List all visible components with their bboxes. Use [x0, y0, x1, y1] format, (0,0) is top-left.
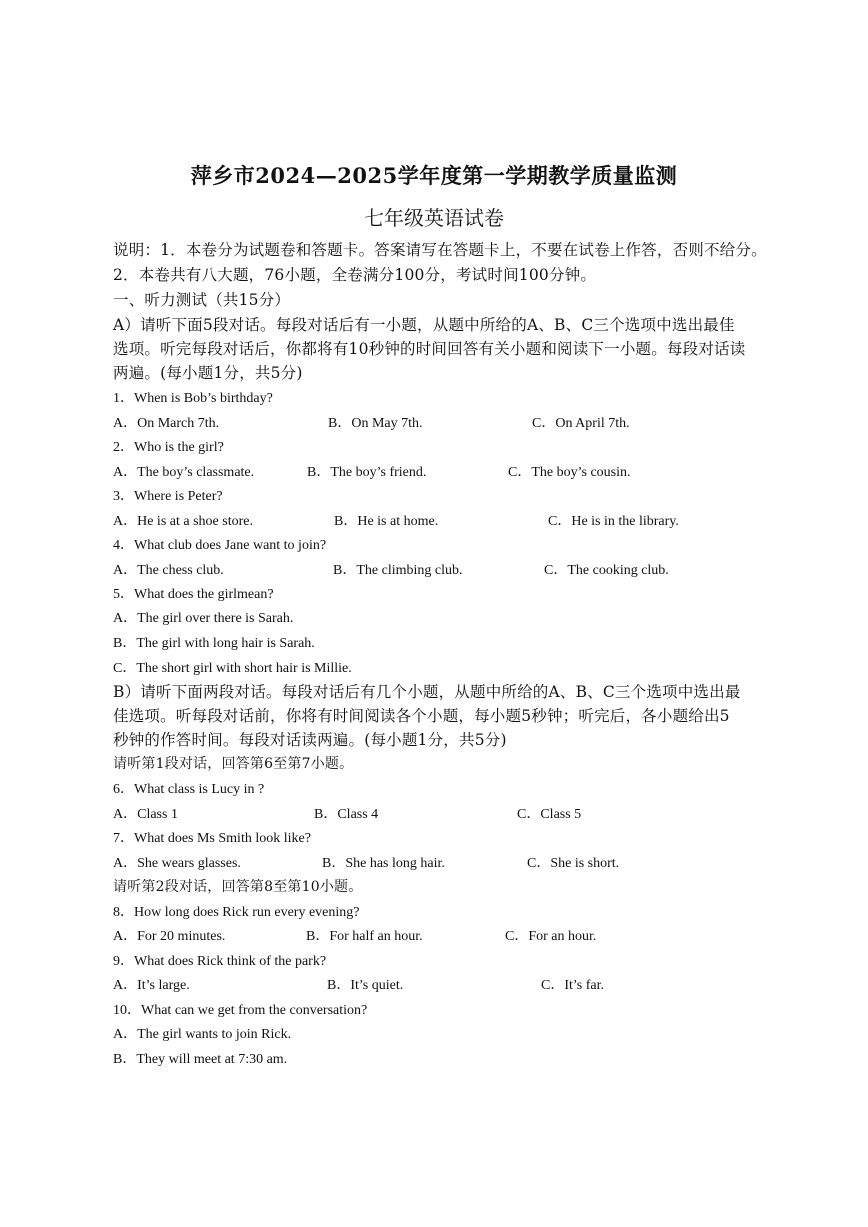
exam-subtitle: 七年级英语试卷	[364, 206, 504, 230]
question-9: 9．What does Rick think of the park?	[113, 954, 327, 969]
question-7-option-b: B．She has long hair.	[322, 856, 445, 871]
question-10-option-a: A．The girl wants to join Rick.	[113, 1027, 292, 1042]
section-heading: 一、听力测试（共15分）	[113, 291, 291, 309]
instruction-line-2: 2．本卷共有八大题，76小题，全卷满分100分，考试时间100分钟。	[113, 266, 597, 284]
question-6-option-a: A．Class 1	[113, 807, 178, 822]
question-3-option-a: A．He is at a shoe store.	[113, 514, 253, 529]
question-7: 7．What does Ms Smith look like?	[113, 831, 311, 846]
question-2-option-a: A．The boy’s classmate.	[113, 465, 255, 480]
part-a-line-1: A）请听下面5段对话。每段对话后有一小题，从题中所给的A、B、C三个选项中选出最佳	[113, 316, 735, 334]
part-b-line-3: 秒钟的作答时间。每段对话读两遍。(每小题1分，共5分)	[113, 731, 507, 749]
part-b-line-2: 佳选项。听每段对话前，你将有时间阅读各个小题，每小题5秒钟；听完后，各小题给出5	[113, 707, 730, 725]
question-6-option-c: C．Class 5	[517, 807, 582, 822]
question-9-option-a: A．It’s large.	[113, 978, 190, 993]
part-b-line-1: B）请听下面两段对话。每段对话后有几个小题，从题中所给的A、B、C三个选项中选出最	[113, 683, 741, 701]
question-2: 2．Who is the girl?	[113, 440, 224, 455]
question-3-option-b: B．He is at home.	[334, 514, 439, 529]
dialogue-2-instruction: 请听第2段对话，回答第8至第10小题。	[113, 879, 363, 895]
question-5: 5．What does the girlmean?	[113, 587, 274, 602]
question-8-option-c: C．For an hour.	[505, 929, 597, 944]
question-9-option-c: C．It’s far.	[541, 978, 604, 993]
question-7-option-c: C．She is short.	[527, 856, 620, 871]
question-1-option-b: B．On May 7th.	[328, 416, 423, 431]
question-3-option-c: C．He is in the library.	[548, 514, 679, 529]
question-1-option-a: A．On March 7th.	[113, 416, 220, 431]
question-2-option-c: C．The boy’s cousin.	[508, 465, 631, 480]
part-a-line-2: 选项。听完每段对话后，你都将有10秒钟的时间回答有关小题和阅读下一小题。每段对话读	[113, 340, 746, 358]
dialogue-1-instruction: 请听第1段对话，回答第6至第7小题。	[113, 756, 354, 772]
exam-title: 萍乡市2024—2025学年度第一学期教学质量监测	[190, 163, 678, 188]
question-7-option-a: A．She wears glasses.	[113, 856, 241, 871]
question-1: 1．When is Bob’s birthday?	[113, 391, 273, 406]
instruction-line-1: 说明：1．本卷分为试题卷和答题卡。答案请写在答题卡上，不要在试卷上作答，否则不给分。	[113, 241, 767, 259]
question-8: 8．How long does Rick run every evening?	[113, 905, 360, 920]
question-9-option-b: B．It’s quiet.	[327, 978, 404, 993]
question-10: 10．What can we get from the conversation?	[113, 1003, 368, 1018]
question-4-option-c: C．The cooking club.	[544, 563, 669, 578]
question-4-option-b: B．The climbing club.	[333, 563, 463, 578]
question-6: 6．What class is Lucy in ?	[113, 782, 265, 797]
question-5-option-c: C．The short girl with short hair is Millie.	[113, 661, 352, 676]
question-10-option-b: B．They will meet at 7:30 am.	[113, 1052, 288, 1067]
question-2-option-b: B．The boy’s friend.	[307, 465, 427, 480]
question-6-option-b: B．Class 4	[314, 807, 379, 822]
question-4: 4．What club does Jane want to join?	[113, 538, 327, 553]
question-5-option-b: B．The girl with long hair is Sarah.	[113, 636, 315, 651]
question-5-option-a: A．The girl over there is Sarah.	[113, 611, 294, 626]
question-4-option-a: A．The chess club.	[113, 563, 224, 578]
question-1-option-c: C．On April 7th.	[532, 416, 630, 431]
question-8-option-b: B．For half an hour.	[306, 929, 423, 944]
question-3: 3．Where is Peter?	[113, 489, 223, 504]
question-8-option-a: A．For 20 minutes.	[113, 929, 226, 944]
part-a-line-3: 两遍。(每小题1分，共5分)	[113, 364, 303, 382]
